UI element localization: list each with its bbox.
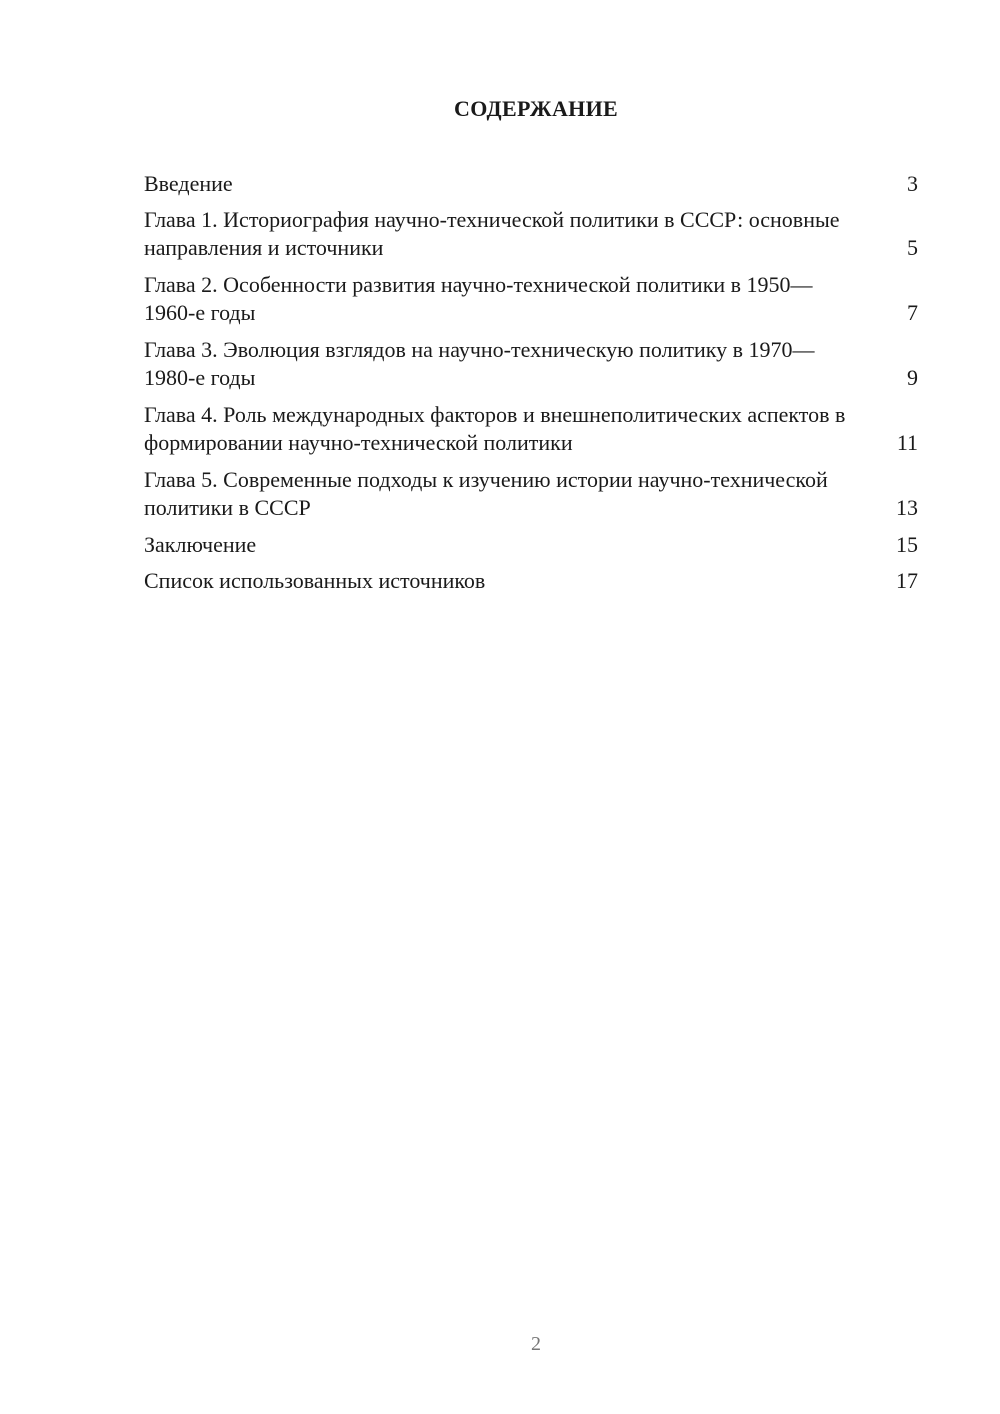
toc-entry-title: Глава 4. Роль международных факторов и внешнеполитических аспектов в формировании научно-технической политики [144, 402, 846, 455]
toc-entry-references [144, 567, 920, 595]
toc-entry-chapter-4 [144, 401, 920, 457]
toc-entry-page: 3 [907, 171, 918, 196]
toc-entry-title: Введение [144, 171, 233, 196]
toc-entry-title: Глава 2. Особенности развития научно-технической политики в 1950—1960-е годы [144, 272, 813, 325]
toc-entry-page: 5 [907, 235, 918, 260]
table-of-contents [144, 170, 920, 603]
page-title: СОДЕРЖАНИЕ [454, 96, 618, 121]
toc-entry-title: Глава 5. Современные подходы к изучению истории научно-технической политики в СССР [144, 467, 828, 520]
toc-entry-conclusion [144, 531, 920, 559]
toc-entry-title: Глава 3. Эволюция взглядов на научно-техническую политику в 1970—1980-е годы [144, 337, 815, 390]
toc-entry-page: 13 [896, 495, 918, 520]
toc-entry-chapter-3 [144, 336, 920, 392]
toc-entry-page: 9 [907, 365, 918, 390]
toc-entry-title: Заключение [144, 532, 257, 557]
toc-entry-introduction [144, 170, 920, 198]
toc-entry-page: 15 [896, 532, 918, 557]
toc-entry-page: 17 [896, 568, 918, 593]
toc-entry-chapter-5 [144, 466, 920, 522]
page-number: 2 [531, 1333, 541, 1355]
toc-entry-page: 11 [896, 430, 918, 455]
toc-entry-title: Список использованных источников [144, 568, 486, 593]
toc-entry-chapter-1 [144, 206, 920, 262]
toc-entry-title: Глава 1. Историография научно-технической политики в СССР: основные направления и источники [144, 207, 840, 260]
toc-entry-chapter-2 [144, 271, 920, 327]
toc-entry-page: 7 [907, 300, 918, 325]
